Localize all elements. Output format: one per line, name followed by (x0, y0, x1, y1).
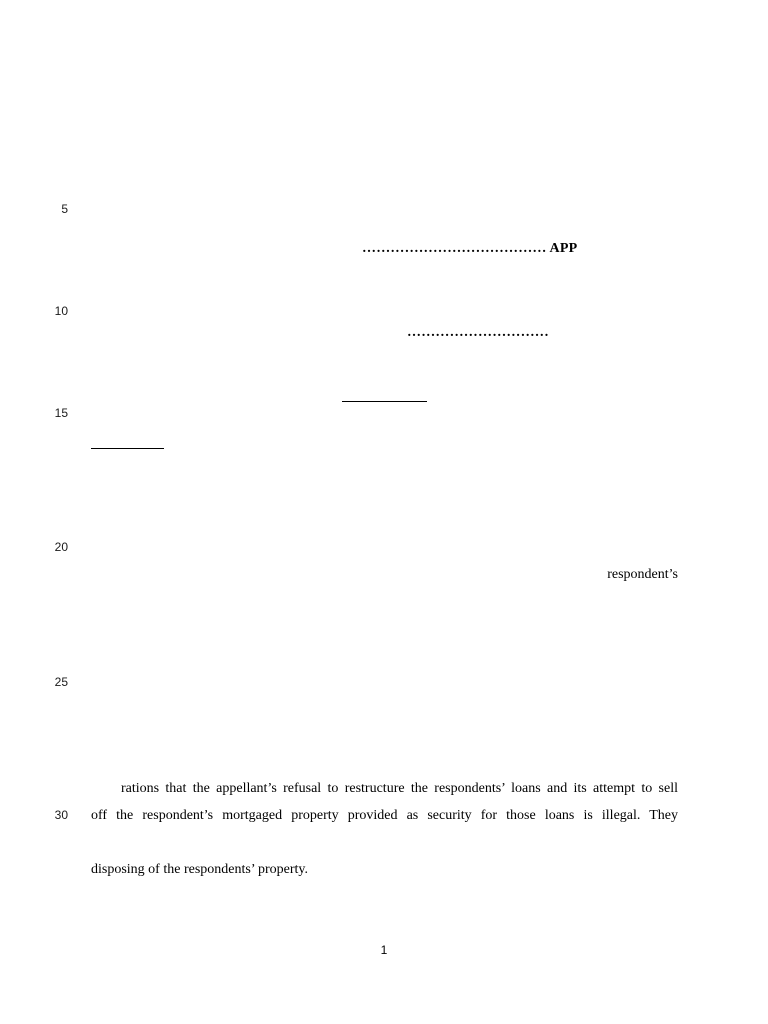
respondent-word: respondent’s (607, 567, 678, 582)
paragraph-line-3: disposing of the respondents’ property. (91, 862, 308, 877)
paragraph-line-1: rations that the appellant’s refusal to restructure the respondents’ loans and its attempt to sell (121, 781, 678, 796)
line-number-20: 20 (54, 540, 68, 554)
underline-rule-1 (342, 401, 427, 402)
underline-rule-2 (91, 448, 164, 449)
paragraph-line-2: off the respondent’s mortgaged property provided as security for those loans is illegal. They (91, 808, 678, 823)
line-number-15: 15 (54, 406, 68, 420)
page-number: 1 (380, 943, 388, 957)
party-line-appellant: ………………………………… APP (362, 241, 578, 256)
line-number-30: 30 (54, 808, 68, 822)
line-number-25: 25 (54, 675, 68, 689)
line-number-10: 10 (54, 304, 68, 318)
line-number-5: 5 (61, 202, 68, 216)
party-line-dotted: ………………………… (407, 325, 549, 340)
